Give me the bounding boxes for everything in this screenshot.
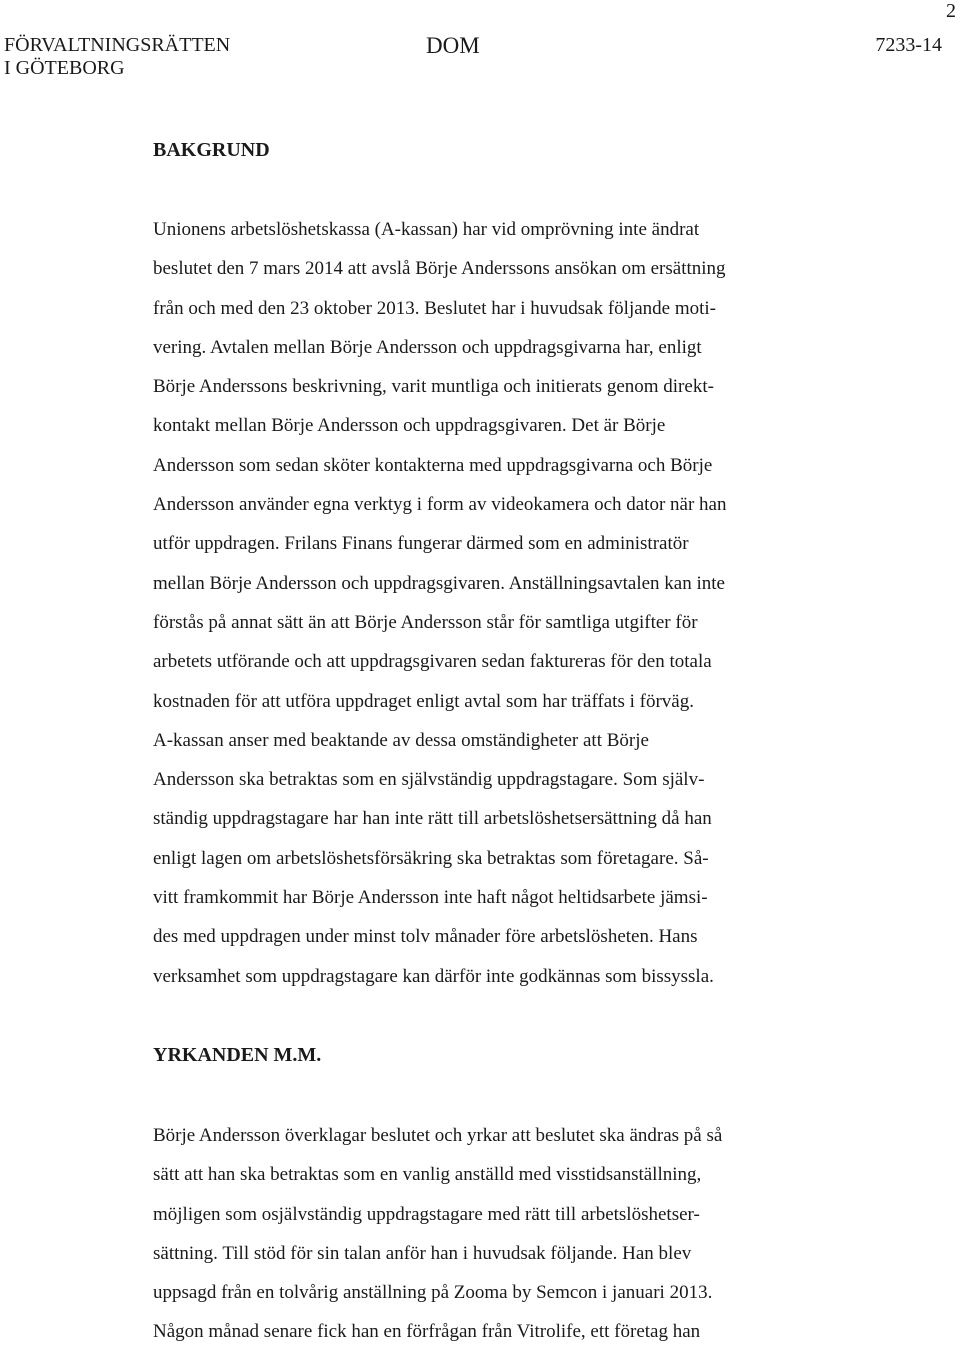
text-line: sätt att han ska betraktas som en vanlig anställd med visstidsanställning, bbox=[153, 1164, 702, 1186]
section-paragraph-bakgrund bbox=[153, 210, 853, 996]
text-line: A-kassan anser med beaktande av dessa omständigheter att Börje bbox=[153, 729, 649, 751]
text-line: Någon månad senare fick han en förfrågan från Vitrolife, ett företag han bbox=[153, 1321, 701, 1343]
text-line: Andersson använder egna verktyg i form av videokamera och dator när han bbox=[153, 494, 727, 516]
page-number: 2 bbox=[946, 0, 956, 22]
text-line: ständig uppdragstagare har han inte rätt till arbetslöshetsersättning då han bbox=[153, 808, 712, 830]
text-line: arbetets utförande och att uppdragsgivaren sedan faktureras för den totala bbox=[153, 651, 712, 673]
text-line: Andersson som sedan sköter kontakterna med uppdragsgivarna och Börje bbox=[153, 454, 713, 476]
text-line: beslutet den 7 mars 2014 att avslå Börje Anderssons ansökan om ersättning bbox=[153, 258, 726, 280]
text-line: Andersson ska betraktas som en självständig uppdragstagare. Som själv- bbox=[153, 769, 705, 791]
section-heading-bakgrund: BAKGRUND bbox=[153, 139, 270, 161]
text-line: från och med den 23 oktober 2013. Beslutet har i huvudsak följande moti- bbox=[153, 297, 717, 319]
section-paragraph-yrkanden bbox=[153, 1116, 853, 1352]
text-line: utför uppdragen. Frilans Finans fungerar därmed som en administratör bbox=[153, 533, 689, 555]
text-line: Unionens arbetslöshetskassa (A-kassan) har vid omprövning inte ändrat bbox=[153, 219, 700, 240]
text-line: kontakt mellan Börje Andersson och uppdragsgivaren. Det är Börje bbox=[153, 415, 666, 437]
case-number: 7233-14 bbox=[875, 34, 942, 56]
document-type: DOM bbox=[426, 33, 480, 58]
text-line: des med uppdragen under minst tolv månader före arbetslösheten. Hans bbox=[153, 926, 698, 948]
court-name-line1: FÖRVALTNINGSRÄTTEN bbox=[4, 34, 231, 56]
text-line: verksamhet som uppdragstagare kan därför inte godkännas som bissyssla. bbox=[153, 965, 714, 987]
text-line: uppsagd från en tolvårig anställning på Zooma by Semcon i januari 2013. bbox=[153, 1282, 713, 1304]
text-line: förstås på annat sätt än att Börje Andersson står för samtliga utgifter för bbox=[153, 611, 698, 633]
text-line: kostnaden för att utföra uppdraget enligt avtal som har träffats i förväg. bbox=[153, 690, 694, 712]
text-line: vering. Avtalen mellan Börje Andersson och uppdragsgivarna har, enligt bbox=[153, 336, 702, 358]
text-line: sättning. Till stöd för sin talan anför han i huvudsak följande. Han blev bbox=[153, 1242, 692, 1264]
text-line: Börje Andersson överklagar beslutet och yrkar att beslutet ska ändras på så bbox=[153, 1125, 723, 1146]
court-name-line2: I GÖTEBORG bbox=[4, 57, 125, 79]
text-line: mellan Börje Andersson och uppdragsgivaren. Anställningsavtalen kan inte bbox=[153, 572, 725, 594]
text-line: Börje Anderssons beskrivning, varit muntliga och initierats genom direkt- bbox=[153, 376, 714, 398]
text-line: vitt framkommit har Börje Andersson inte haft något heltidsarbete jämsi- bbox=[153, 887, 708, 909]
court-name bbox=[4, 34, 230, 80]
text-line: möjligen som osjälvständig uppdragstagare med rätt till arbetslöshetser- bbox=[153, 1203, 700, 1225]
section-heading-yrkanden: YRKANDEN M.M. bbox=[153, 1044, 322, 1066]
text-line: enligt lagen om arbetslöshetsförsäkring ska betraktas som företagare. Så- bbox=[153, 847, 709, 869]
